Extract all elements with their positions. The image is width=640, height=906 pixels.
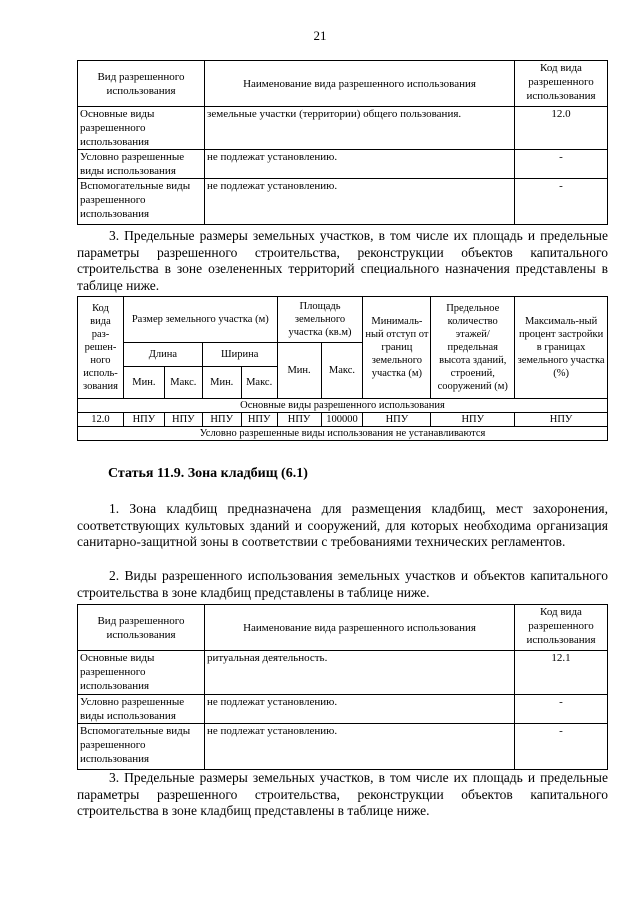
table-row: 12.0 НПУ НПУ НПУ НПУ НПУ 100000 НПУ НПУ НПУ	[78, 413, 608, 427]
header-area-min: Мин.	[277, 343, 321, 399]
header-floors: Предельное количество этажей/ предельная высота зданий, строений, сооружений (м)	[431, 297, 515, 399]
header-length: Длина	[123, 343, 202, 367]
article-heading: Статья 11.9. Зона кладбищ (6.1)	[108, 466, 308, 481]
header-use-type: Вид разрешенного использования	[78, 605, 205, 651]
header-area-max: Макс.	[321, 343, 363, 399]
table-row: Вспомогательные виды разрешенного использования не подлежат установлению. -	[78, 179, 608, 225]
paragraph-permitted-uses: 2. Виды разрешенного использования земельных участков и объектов капитального строительства в зоне кладбищ представлены в таблице ниже.	[77, 568, 608, 600]
header-width-min: Мин.	[202, 367, 241, 399]
permitted-use-table-greenery	[77, 60, 608, 225]
header-use-code: Код вида разрешенного использования	[515, 605, 608, 651]
permitted-use-table-cemetery	[77, 604, 608, 770]
header-width-max: Макс.	[241, 367, 277, 399]
table-row: Вспомогательные виды разрешенного использования не подлежат установлению. -	[78, 724, 608, 770]
paragraph-limits-cemetery: 3. Предельные размеры земельных участков, в том числе их площадь и предельные параметры разрешенного строительства, реконструкции объектов капитального строительства в зоне кладбищ представлены в таблице ниже.	[77, 770, 608, 818]
table-row: Основные виды разрешенного использования земельные участки (территории) общего пользования. 12.0	[78, 107, 608, 150]
header-width: Ширина	[202, 343, 277, 367]
table-row: Условно разрешенные виды использования не подлежат установлению. -	[78, 150, 608, 179]
limits-table-greenery	[77, 296, 608, 441]
header-plot-area: Площадь земельного участка (кв.м)	[277, 297, 363, 343]
header-setback: Минималь-ный отступ от границ земельного участка (м)	[363, 297, 431, 399]
section-main-uses: Основные виды разрешенного использования	[78, 399, 608, 413]
section-conditional-uses: Условно разрешенные виды использования не устанавливаются	[78, 427, 608, 441]
table-row: Основные виды разрешенного использования ритуальная деятельность. 12.1	[78, 651, 608, 695]
table-row: Условно разрешенные виды использования не подлежат установлению. -	[78, 695, 608, 724]
paragraph-zone-purpose: 1. Зона кладбищ предназначена для размещения кладбищ, мест захоронения, соответствующих культовых зданий и сооружений, для которых необходима организация санитарно-защитной зоны в соответствии с требованиями технических регламентов.	[77, 501, 608, 549]
header-plot-size: Размер земельного участка (м)	[123, 297, 277, 343]
header-use-name: Наименование вида разрешенного использования	[205, 61, 515, 107]
page-number: 21	[313, 28, 327, 43]
header-coverage: Максималь-ный процент застройки в границах земельного участка (%)	[515, 297, 608, 399]
header-code: Код вида раз- решен- ного исполь- зования	[78, 297, 124, 399]
header-use-name: Наименование вида разрешенного использования	[205, 605, 515, 651]
header-use-type: Вид разрешенного использования	[78, 61, 205, 107]
header-length-max: Макс.	[164, 367, 202, 399]
header-use-code: Код вида разрешенного использования	[515, 61, 608, 107]
paragraph-limits-greenery: 3. Предельные размеры земельных участков, в том числе их площадь и предельные параметры разрешенного строительства, реконструкции объектов капитального строительства в зоне озелененных территорий специального назначения представлены в таблице ниже.	[77, 228, 608, 293]
header-length-min: Мин.	[123, 367, 164, 399]
